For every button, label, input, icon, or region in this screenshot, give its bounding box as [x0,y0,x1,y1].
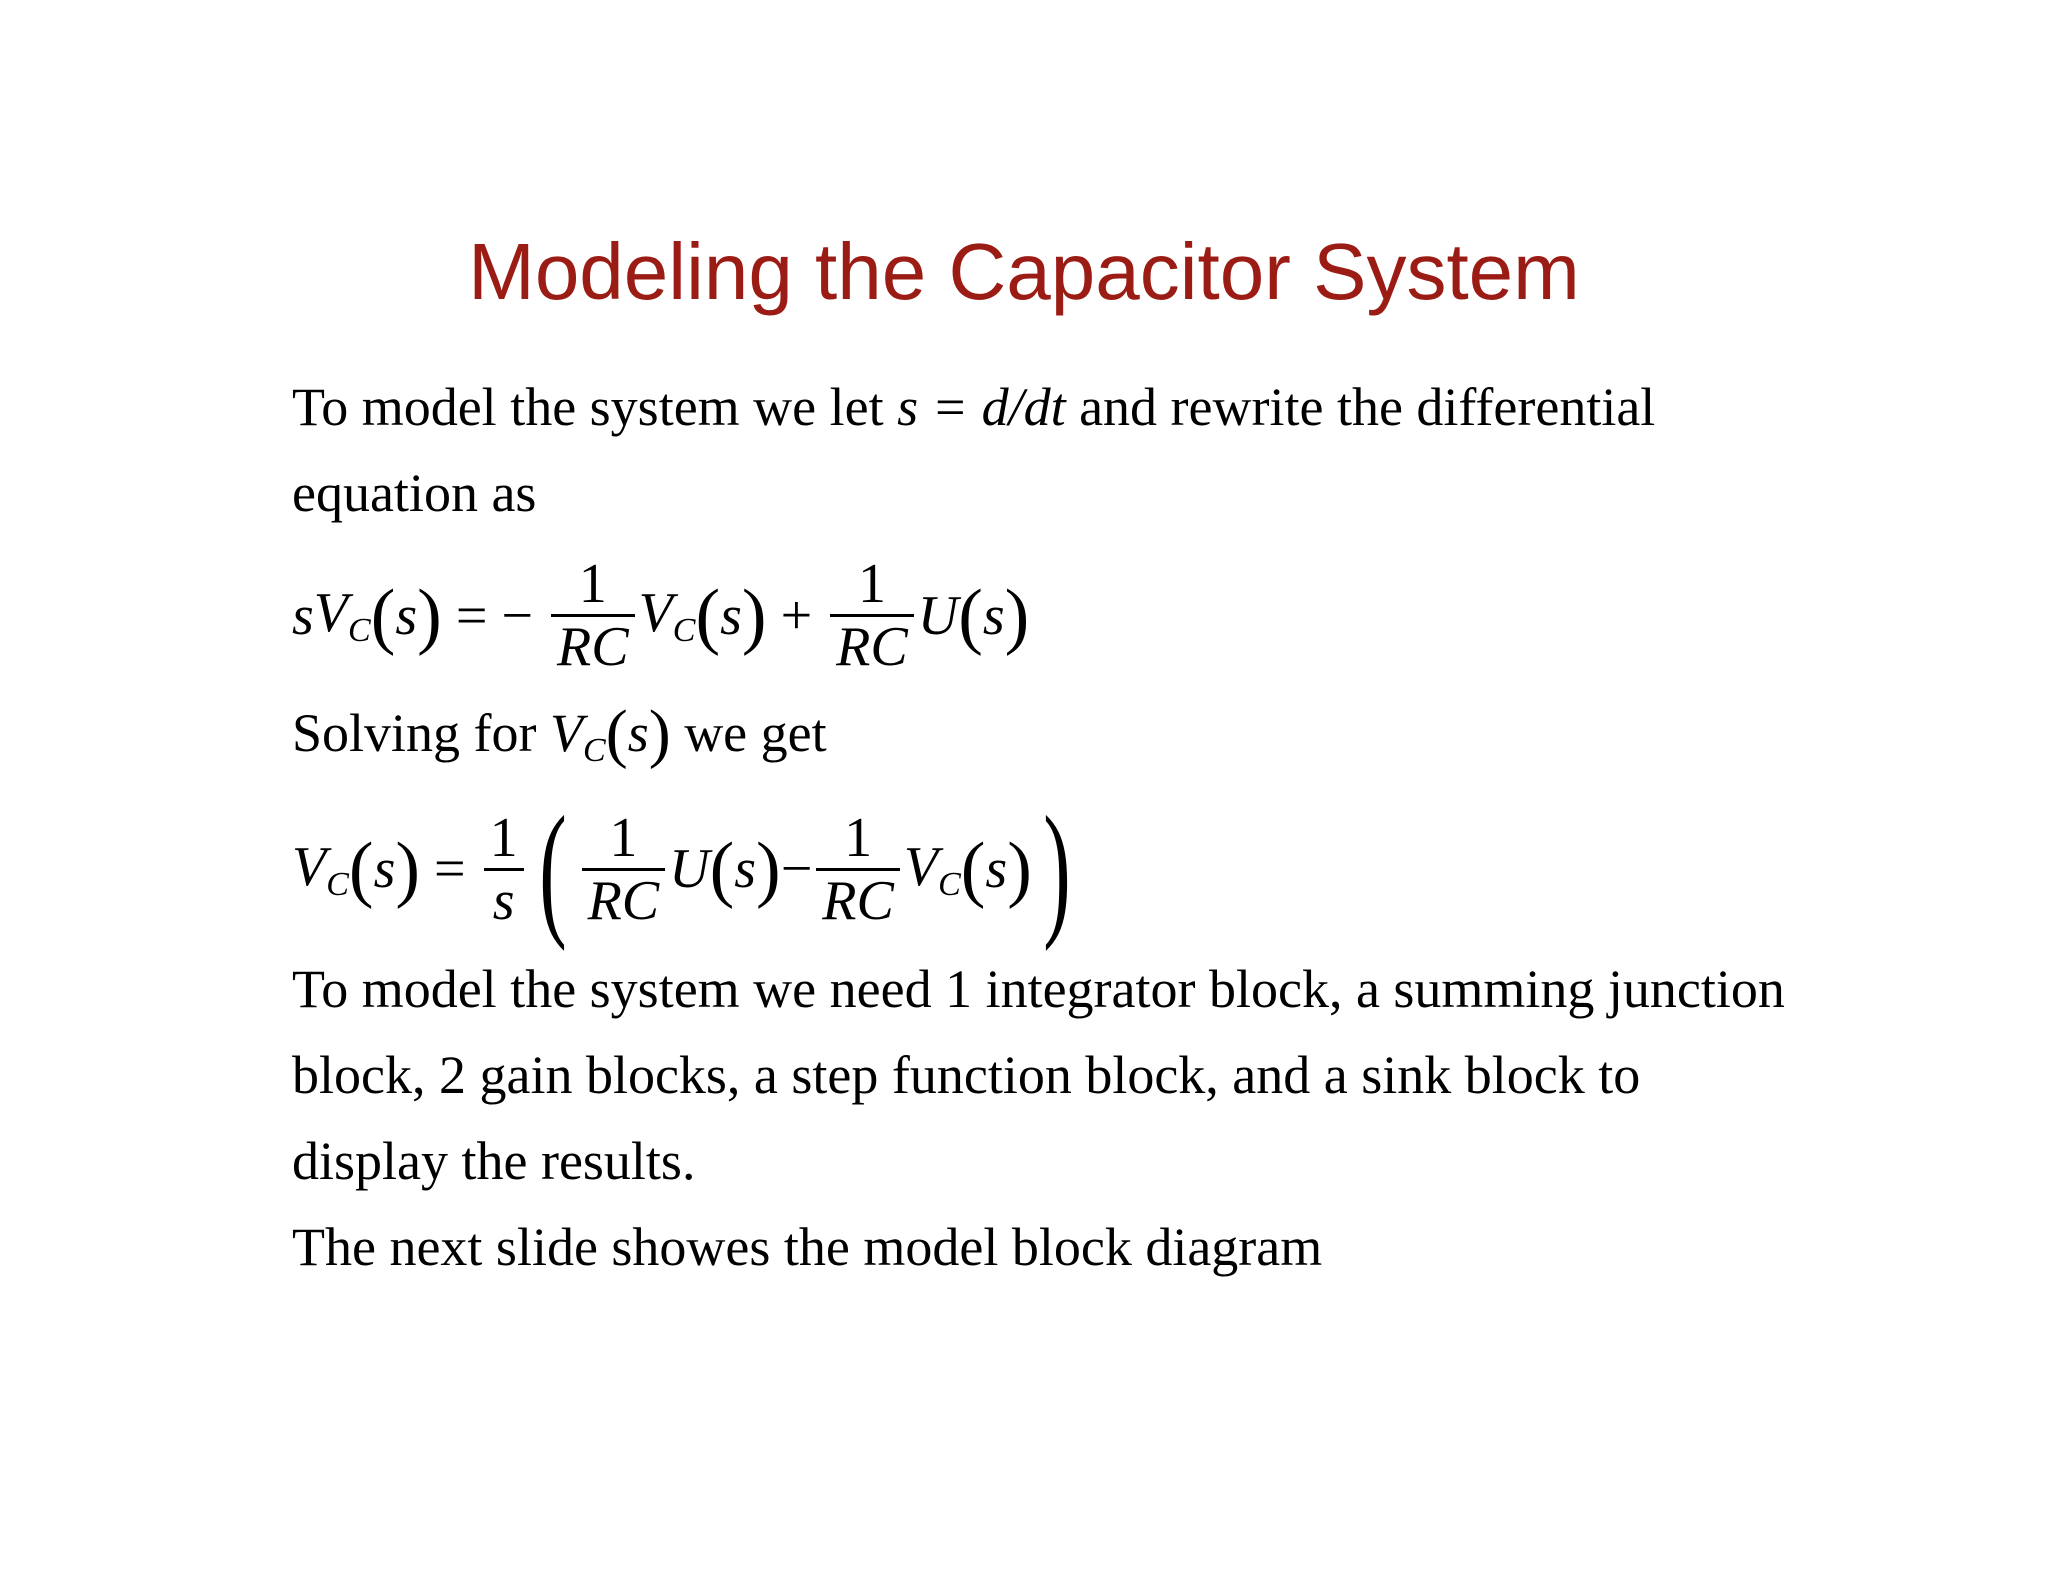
eq2-close-paren: ) [1043,786,1071,952]
eq2-minus: − [780,838,813,900]
eq1-term-v: $V_C$ [638,582,696,649]
eq2-open-paren: ( [538,786,567,952]
intro-line-1 [292,372,1655,442]
intro-line-2: equation as [292,463,537,523]
solving-var: $V_C$ [550,703,606,769]
body-line-2: block, 2 gain blocks, a step function block, and a sink block to [292,1045,1641,1105]
eq2-fraction-2: $\frac{1}{RC}$ [816,808,900,931]
eq1-plus: + [780,584,813,647]
eq1-lhs-s: s [292,584,314,647]
eq2-term-v: $V_C$ [903,835,961,903]
equation-1: $sV_C(s)$ = − $\frac{1}{RC}$ $V_C(s)$ + $\frac{1}{RC}$ U(s) [292,553,1030,678]
eq2-outer-fraction: $\frac{1}{s}$ [484,808,524,931]
intro-text-prefix: To model the system we let [292,377,898,437]
body-line-3: display the results. [292,1131,696,1191]
eq2-term-arg: s [985,838,1008,900]
body-line-4: The next slide showes the model block diagram [292,1217,1323,1277]
solving-line: Solving for $V_C(s)$ we get [292,697,827,770]
eq1-equals: = [455,584,488,647]
eq1-lhs-v: $V_C$ [313,582,371,649]
eq1-lhs-arg: s [395,584,418,647]
solving-prefix: Solving for [292,703,551,763]
solving-suffix: we get [670,703,827,763]
eq1-minus: − [501,584,533,647]
eq1-term-arg: s [720,584,742,647]
eq1-fraction-1: $\frac{1}{RC}$ [551,554,635,677]
eq2-input-arg: s [734,838,757,900]
eq2-equals: = [434,838,466,900]
eq2-input-u: U [669,838,710,900]
eq2-fraction-1: $\frac{1}{RC}$ [582,808,666,931]
slide-title: Modeling the Capacitor System [468,227,1580,316]
eq2-lhs-arg: s [373,838,396,900]
intro-math: s = d/dt [897,377,1066,437]
eq1-input-u: U [917,584,959,647]
eq1-fraction-2: $\frac{1}{RC}$ [830,554,914,677]
eq2-lhs-v: $V_C$ [292,835,349,903]
eq1-input-arg: s [982,584,1005,647]
intro-text-suffix: and rewrite the differential [1065,377,1656,437]
equation-2: $V_C(s)$ = $\frac{1}{s}$ ( $\frac{1}{RC}$ U(s)− $\frac{1}{RC}$ $V_C(s)$) [292,786,1071,952]
solving-arg: s [627,703,649,763]
body-line-1: To model the system we need 1 integrator block, a summing junction [292,959,1785,1019]
